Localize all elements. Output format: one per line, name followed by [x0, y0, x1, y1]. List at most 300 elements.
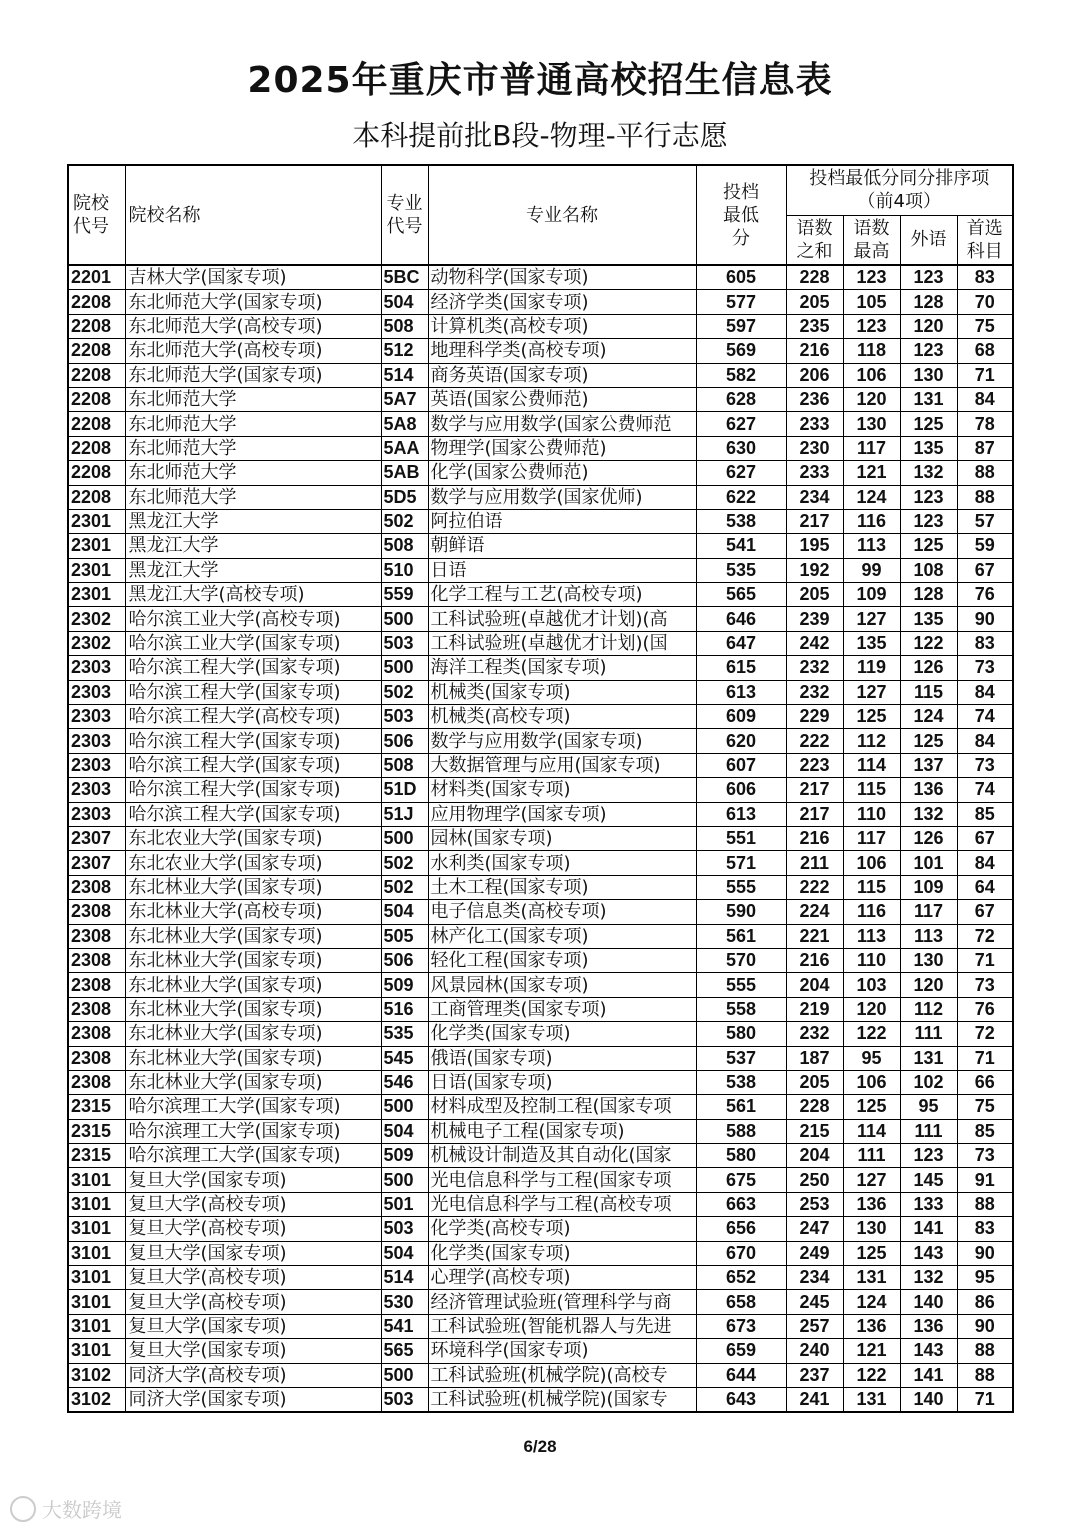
school-name: 复旦大学(国家专项) [125, 1314, 381, 1338]
sub3-value: 109 [900, 875, 957, 899]
school-name: 东北师范大学(国家专项) [125, 363, 381, 387]
major-code: 504 [381, 900, 428, 924]
min-score: 555 [696, 973, 786, 997]
major-code: 500 [381, 1095, 428, 1119]
school-name: 东北农业大学(国家专项) [125, 851, 381, 875]
table-row [68, 1290, 1013, 1314]
sub1-value: 216 [786, 948, 843, 972]
sub2-value: 127 [843, 1168, 900, 1192]
major-code: 504 [381, 1241, 428, 1265]
sub1-value: 241 [786, 1387, 843, 1412]
sub3-value: 137 [900, 753, 957, 777]
sub4-value: 74 [957, 778, 1013, 802]
major-name: 经济管理试验班(管理科学与商 [428, 1290, 696, 1314]
school-code: 2301 [68, 509, 125, 533]
sub4-value: 83 [957, 1217, 1013, 1241]
sub1-value: 245 [786, 1290, 843, 1314]
table-row [68, 924, 1013, 948]
school-code: 2302 [68, 631, 125, 655]
table-row [68, 900, 1013, 924]
school-name: 东北师范大学(国家专项) [125, 290, 381, 314]
min-score: 588 [696, 1119, 786, 1143]
school-name: 哈尔滨理工大学(国家专项) [125, 1144, 381, 1168]
major-name: 化学工程与工艺(高校专项) [428, 583, 696, 607]
major-code: 500 [381, 1363, 428, 1387]
sub3-value: 136 [900, 778, 957, 802]
sub3-value: 141 [900, 1363, 957, 1387]
min-score: 569 [696, 339, 786, 363]
sub4-value: 64 [957, 875, 1013, 899]
min-score: 580 [696, 1022, 786, 1046]
table-row [68, 1070, 1013, 1094]
sub2-value: 124 [843, 1290, 900, 1314]
sub4-value: 84 [957, 851, 1013, 875]
sub3-value: 124 [900, 705, 957, 729]
major-name: 物理学(国家公费师范) [428, 436, 696, 460]
min-score: 644 [696, 1363, 786, 1387]
table-row [68, 875, 1013, 899]
sub4-value: 95 [957, 1266, 1013, 1290]
sub1-value: 222 [786, 729, 843, 753]
sub2-value: 109 [843, 583, 900, 607]
major-name: 商务英语(国家专项) [428, 363, 696, 387]
school-code: 2301 [68, 558, 125, 582]
sub2-value: 116 [843, 900, 900, 924]
sub4-value: 90 [957, 607, 1013, 631]
sub1-value: 222 [786, 875, 843, 899]
min-score: 675 [696, 1168, 786, 1192]
sub2-value: 114 [843, 1119, 900, 1143]
sub4-value: 76 [957, 997, 1013, 1021]
school-name: 复旦大学(高校专项) [125, 1290, 381, 1314]
sub1-value: 242 [786, 631, 843, 655]
school-name: 哈尔滨工程大学(高校专项) [125, 705, 381, 729]
sub4-value: 73 [957, 973, 1013, 997]
sub1-value: 230 [786, 436, 843, 460]
major-name: 土木工程(国家专项) [428, 875, 696, 899]
major-code: 502 [381, 509, 428, 533]
school-code: 3102 [68, 1387, 125, 1412]
min-score: 580 [696, 1144, 786, 1168]
min-score: 561 [696, 924, 786, 948]
sub3-value: 123 [900, 339, 957, 363]
major-code: 509 [381, 1144, 428, 1168]
table-row [68, 1339, 1013, 1363]
sub4-value: 88 [957, 485, 1013, 509]
min-score: 620 [696, 729, 786, 753]
school-name: 哈尔滨理工大学(国家专项) [125, 1119, 381, 1143]
school-name: 复旦大学(国家专项) [125, 1168, 381, 1192]
sub2-value: 110 [843, 948, 900, 972]
major-name: 数学与应用数学(国家优师) [428, 485, 696, 509]
major-name: 日语 [428, 558, 696, 582]
sub1-value: 205 [786, 583, 843, 607]
table-row [68, 607, 1013, 631]
sub3-value: 117 [900, 900, 957, 924]
min-score: 628 [696, 387, 786, 411]
sub1-value: 211 [786, 851, 843, 875]
sub2-value: 125 [843, 1241, 900, 1265]
sub3-value: 143 [900, 1241, 957, 1265]
sub3-value: 126 [900, 656, 957, 680]
min-score: 658 [696, 1290, 786, 1314]
table-row [68, 387, 1013, 411]
school-code: 2308 [68, 924, 125, 948]
table-row [68, 436, 1013, 460]
school-code: 2308 [68, 1070, 125, 1094]
min-score: 630 [696, 436, 786, 460]
school-code: 3101 [68, 1192, 125, 1216]
school-code: 2308 [68, 997, 125, 1021]
major-name: 环境科学(国家专项) [428, 1339, 696, 1363]
school-name: 同济大学(高校专项) [125, 1363, 381, 1387]
sub2-value: 124 [843, 485, 900, 509]
school-name: 东北林业大学(国家专项) [125, 1046, 381, 1070]
sub3-value: 131 [900, 1046, 957, 1070]
school-code: 2301 [68, 583, 125, 607]
min-score: 597 [696, 314, 786, 338]
sub2-value: 125 [843, 1095, 900, 1119]
sub1-value: 247 [786, 1217, 843, 1241]
major-name: 材料类(国家专项) [428, 778, 696, 802]
sub4-value: 90 [957, 1314, 1013, 1338]
school-name: 东北师范大学 [125, 412, 381, 436]
sub4-value: 83 [957, 631, 1013, 655]
sub2-value: 112 [843, 729, 900, 753]
major-code: 51J [381, 802, 428, 826]
sub3-value: 141 [900, 1217, 957, 1241]
table-row [68, 1168, 1013, 1192]
sub4-value: 75 [957, 1095, 1013, 1119]
table-row [68, 802, 1013, 826]
sub2-value: 122 [843, 1363, 900, 1387]
min-score: 561 [696, 1095, 786, 1119]
major-code: 501 [381, 1192, 428, 1216]
sub1-value: 217 [786, 509, 843, 533]
school-code: 2308 [68, 948, 125, 972]
major-code: 503 [381, 1217, 428, 1241]
sub4-value: 83 [957, 265, 1013, 290]
school-code: 2201 [68, 265, 125, 290]
sub1-value: 253 [786, 1192, 843, 1216]
major-name: 光电信息科学与工程(高校专项 [428, 1192, 696, 1216]
min-score: 627 [696, 461, 786, 485]
sub2-value: 127 [843, 680, 900, 704]
sub3-value: 140 [900, 1387, 957, 1412]
sub4-value: 90 [957, 1241, 1013, 1265]
table-row [68, 705, 1013, 729]
school-code: 2308 [68, 900, 125, 924]
page-title: 2025年重庆市普通高校招生信息表 [247, 60, 833, 101]
major-code: 514 [381, 363, 428, 387]
major-name: 工科试验班(卓越优才计划)(国 [428, 631, 696, 655]
major-code: 512 [381, 339, 428, 363]
major-name: 机械电子工程(国家专项) [428, 1119, 696, 1143]
school-code: 2208 [68, 363, 125, 387]
sub4-value: 85 [957, 1119, 1013, 1143]
sub4-value: 59 [957, 534, 1013, 558]
sub1-value: 217 [786, 802, 843, 826]
sub1-value: 224 [786, 900, 843, 924]
sub2-value: 117 [843, 826, 900, 850]
major-name: 工科试验班(机械学院)(高校专 [428, 1363, 696, 1387]
sub3-value: 123 [900, 1144, 957, 1168]
sub1-value: 229 [786, 705, 843, 729]
major-code: 530 [381, 1290, 428, 1314]
sub2-value: 115 [843, 778, 900, 802]
sub2-value: 95 [843, 1046, 900, 1070]
school-name: 复旦大学(高校专项) [125, 1266, 381, 1290]
school-code: 2303 [68, 656, 125, 680]
header-school-code: 院校代号 [68, 165, 125, 265]
major-name: 电子信息类(高校专项) [428, 900, 696, 924]
sub4-value: 57 [957, 509, 1013, 533]
major-name: 化学类(国家专项) [428, 1241, 696, 1265]
header-major-code: 专业代号 [381, 165, 428, 265]
school-name: 东北林业大学(国家专项) [125, 1022, 381, 1046]
min-score: 590 [696, 900, 786, 924]
sub2-value: 114 [843, 753, 900, 777]
sub2-value: 117 [843, 436, 900, 460]
sub2-value: 111 [843, 1144, 900, 1168]
major-name: 水利类(国家专项) [428, 851, 696, 875]
sub2-value: 136 [843, 1314, 900, 1338]
major-code: 546 [381, 1070, 428, 1094]
sub4-value: 78 [957, 412, 1013, 436]
major-code: 506 [381, 948, 428, 972]
major-code: 5AA [381, 436, 428, 460]
min-score: 570 [696, 948, 786, 972]
school-code: 2303 [68, 680, 125, 704]
sub1-value: 205 [786, 290, 843, 314]
min-score: 565 [696, 583, 786, 607]
table-row [68, 1241, 1013, 1265]
school-code: 2301 [68, 534, 125, 558]
school-name: 东北师范大学(高校专项) [125, 339, 381, 363]
school-code: 2303 [68, 802, 125, 826]
sub3-value: 145 [900, 1168, 957, 1192]
major-code: 505 [381, 924, 428, 948]
sub2-value: 106 [843, 1070, 900, 1094]
sub4-value: 87 [957, 436, 1013, 460]
sub2-value: 115 [843, 875, 900, 899]
major-name: 化学类(高校专项) [428, 1217, 696, 1241]
table-row [68, 778, 1013, 802]
sub2-value: 136 [843, 1192, 900, 1216]
table-row [68, 1046, 1013, 1070]
header-sub2: 语数最高 [843, 215, 900, 265]
sub1-value: 232 [786, 1022, 843, 1046]
table-row [68, 753, 1013, 777]
sub2-value: 120 [843, 997, 900, 1021]
school-name: 黑龙江大学 [125, 558, 381, 582]
major-name: 工科试验班(智能机器人与先进 [428, 1314, 696, 1338]
major-code: 503 [381, 1387, 428, 1412]
school-name: 东北师范大学 [125, 461, 381, 485]
major-name: 园林(国家专项) [428, 826, 696, 850]
sub1-value: 257 [786, 1314, 843, 1338]
major-code: 502 [381, 875, 428, 899]
sub1-value: 249 [786, 1241, 843, 1265]
sub2-value: 106 [843, 363, 900, 387]
min-score: 656 [696, 1217, 786, 1241]
major-name: 数学与应用数学(国家公费师范 [428, 412, 696, 436]
school-name: 黑龙江大学 [125, 534, 381, 558]
min-score: 551 [696, 826, 786, 850]
min-score: 605 [696, 265, 786, 290]
sub4-value: 68 [957, 339, 1013, 363]
sub2-value: 120 [843, 387, 900, 411]
sub1-value: 204 [786, 973, 843, 997]
sub3-value: 126 [900, 826, 957, 850]
major-code: 502 [381, 851, 428, 875]
sub2-value: 113 [843, 924, 900, 948]
sub4-value: 76 [957, 583, 1013, 607]
school-name: 黑龙江大学(高校专项) [125, 583, 381, 607]
school-code: 2208 [68, 339, 125, 363]
sub4-value: 84 [957, 387, 1013, 411]
school-code: 2208 [68, 436, 125, 460]
sub1-value: 250 [786, 1168, 843, 1192]
table-row [68, 1144, 1013, 1168]
school-code: 2208 [68, 314, 125, 338]
school-name: 复旦大学(高校专项) [125, 1217, 381, 1241]
header-sub1: 语数之和 [786, 215, 843, 265]
sub1-value: 206 [786, 363, 843, 387]
sub3-value: 102 [900, 1070, 957, 1094]
table-row [68, 851, 1013, 875]
sub2-value: 121 [843, 461, 900, 485]
sub4-value: 67 [957, 826, 1013, 850]
sub3-value: 111 [900, 1119, 957, 1143]
major-name: 机械设计制造及其自动化(国家 [428, 1144, 696, 1168]
major-code: 503 [381, 631, 428, 655]
sub2-value: 123 [843, 314, 900, 338]
sub2-value: 119 [843, 656, 900, 680]
sub4-value: 75 [957, 314, 1013, 338]
major-code: 541 [381, 1314, 428, 1338]
sub3-value: 131 [900, 387, 957, 411]
sub4-value: 91 [957, 1168, 1013, 1192]
school-name: 东北林业大学(国家专项) [125, 997, 381, 1021]
major-code: 504 [381, 290, 428, 314]
sub3-value: 122 [900, 631, 957, 655]
sub1-value: 235 [786, 314, 843, 338]
sub4-value: 88 [957, 1339, 1013, 1363]
school-code: 3101 [68, 1290, 125, 1314]
sub1-value: 204 [786, 1144, 843, 1168]
school-code: 3101 [68, 1339, 125, 1363]
school-name: 哈尔滨工程大学(国家专项) [125, 753, 381, 777]
table-row [68, 534, 1013, 558]
school-name: 同济大学(国家专项) [125, 1387, 381, 1412]
sub3-value: 115 [900, 680, 957, 704]
min-score: 646 [696, 607, 786, 631]
sub3-value: 132 [900, 461, 957, 485]
major-name: 俄语(国家专项) [428, 1046, 696, 1070]
major-code: 545 [381, 1046, 428, 1070]
sub2-value: 106 [843, 851, 900, 875]
sub1-value: 187 [786, 1046, 843, 1070]
sub1-value: 234 [786, 485, 843, 509]
school-code: 2208 [68, 387, 125, 411]
school-code: 3101 [68, 1168, 125, 1192]
sub1-value: 219 [786, 997, 843, 1021]
header-school-name: 院校名称 [125, 165, 381, 265]
school-name: 哈尔滨工程大学(国家专项) [125, 680, 381, 704]
sub3-value: 136 [900, 1314, 957, 1338]
sub2-value: 123 [843, 265, 900, 290]
sub4-value: 86 [957, 1290, 1013, 1314]
sub3-value: 135 [900, 607, 957, 631]
sub2-value: 125 [843, 705, 900, 729]
sub1-value: 205 [786, 1070, 843, 1094]
major-name: 阿拉伯语 [428, 509, 696, 533]
table-row [68, 583, 1013, 607]
min-score: 622 [696, 485, 786, 509]
sub3-value: 143 [900, 1339, 957, 1363]
watermark-text: 大数跨境 [42, 1498, 122, 1522]
major-code: 5D5 [381, 485, 428, 509]
sub2-value: 127 [843, 607, 900, 631]
sub3-value: 123 [900, 509, 957, 533]
header-sub4: 首选科目 [957, 215, 1013, 265]
sub1-value: 192 [786, 558, 843, 582]
watermark [10, 1494, 122, 1523]
sub2-value: 118 [843, 339, 900, 363]
table-row [68, 1387, 1013, 1412]
school-name: 东北师范大学 [125, 485, 381, 509]
sub2-value: 130 [843, 412, 900, 436]
school-code: 2308 [68, 875, 125, 899]
table-row [68, 680, 1013, 704]
sub2-value: 131 [843, 1266, 900, 1290]
major-code: 5A8 [381, 412, 428, 436]
sub1-value: 217 [786, 778, 843, 802]
sub4-value: 67 [957, 900, 1013, 924]
table-row [68, 339, 1013, 363]
school-code: 2303 [68, 778, 125, 802]
table-row [68, 826, 1013, 850]
school-code: 2302 [68, 607, 125, 631]
school-code: 3101 [68, 1241, 125, 1265]
major-name: 应用物理学(国家专项) [428, 802, 696, 826]
major-code: 506 [381, 729, 428, 753]
sub1-value: 221 [786, 924, 843, 948]
min-score: 613 [696, 802, 786, 826]
school-name: 吉林大学(国家专项) [125, 265, 381, 290]
sub2-value: 99 [843, 558, 900, 582]
sub2-value: 105 [843, 290, 900, 314]
major-name: 化学类(国家专项) [428, 1022, 696, 1046]
major-name: 动物科学(国家专项) [428, 265, 696, 290]
school-code: 3101 [68, 1217, 125, 1241]
major-code: 5AB [381, 461, 428, 485]
table-row [68, 290, 1013, 314]
sub1-value: 195 [786, 534, 843, 558]
school-name: 东北林业大学(国家专项) [125, 875, 381, 899]
sub4-value: 71 [957, 1387, 1013, 1412]
sub3-value: 132 [900, 802, 957, 826]
page-subtitle: 本科提前批B段-物理-平行志愿 [352, 119, 728, 152]
major-code: 510 [381, 558, 428, 582]
sub3-value: 135 [900, 436, 957, 460]
table-row [68, 314, 1013, 338]
header-tiebreak-title: 投档最低分同分排序项 [809, 168, 990, 190]
major-name: 海洋工程类(国家专项) [428, 656, 696, 680]
major-code: 504 [381, 1119, 428, 1143]
sub2-value: 116 [843, 509, 900, 533]
